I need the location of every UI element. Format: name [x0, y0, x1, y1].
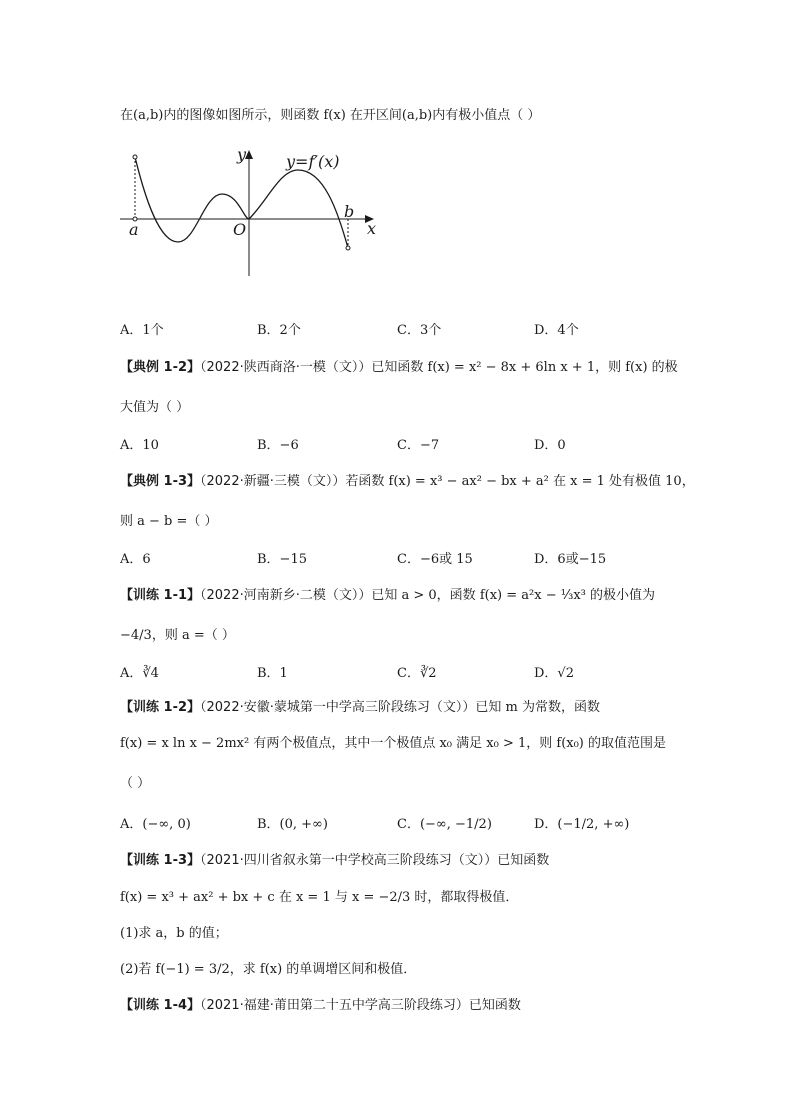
y-axis-arrow — [245, 150, 253, 159]
question-source: （2022·陕西商洛·一模（文）） — [200, 360, 372, 375]
option-a[interactable]: A．10 — [120, 438, 159, 453]
sub-question-1: (1)求 a，b 的值； — [120, 926, 228, 941]
question-text-cont: −4/3，则 a =（ ） — [120, 628, 235, 643]
question-tag: 【典例 1-2】 — [120, 360, 201, 375]
endpoint-b-bottom — [346, 246, 350, 250]
options-q4 — [120, 815, 680, 835]
sub-question-2: (2)若 f(−1) = 3/2，求 f(x) 的单调增区间和极值． — [120, 962, 417, 977]
question-1-2 — [120, 358, 678, 378]
derivative-graph — [118, 142, 380, 282]
option-b[interactable]: B．1 — [257, 666, 288, 681]
question-text: 已知 a > 0，函数 f(x) = a²x − ⅓x³ 的极小值为 — [371, 588, 655, 603]
label-curve: y=f′(x) — [286, 152, 340, 171]
question-train-1-2 — [120, 698, 600, 718]
question-text: 已知函数 — [468, 998, 521, 1013]
question-tag: 【典例 1-3】 — [120, 474, 201, 489]
options-q0 — [120, 321, 680, 341]
option-c[interactable]: C．3个 — [397, 323, 442, 338]
question-tag: 【训练 1-1】 — [120, 588, 201, 603]
option-d[interactable]: D．(−1/2, +∞) — [534, 817, 630, 832]
question-intro: 在(a,b)内的图像如图所示，则函数 f(x) 在开区间(a,b)内有极小值点（ ） — [120, 108, 541, 123]
option-c[interactable]: C．−6或 15 — [397, 552, 473, 567]
question-tag: 【训练 1-4】 — [120, 998, 201, 1013]
question-source: （2022·新疆·三模（文）） — [200, 474, 346, 489]
option-d[interactable]: D．0 — [534, 438, 566, 453]
option-d[interactable]: D．4个 — [534, 323, 579, 338]
question-tag: 【训练 1-2】 — [120, 700, 201, 715]
question-text: 已知 m 为常数，函数 — [475, 700, 600, 715]
question-source: （2021·福建·莆田第二十五中学高三阶段练习） — [200, 998, 469, 1013]
question-text: 若函数 f(x) = x³ − ax² − bx + a² 在 x = 1 处有极值 10， — [345, 474, 695, 489]
question-text-cont: f(x) = x³ + ax² + bx + c 在 x = 1 与 x = −2/3 时，都取得极值． — [120, 890, 519, 905]
option-d[interactable]: D．√2 — [534, 666, 574, 681]
option-a[interactable]: A．6 — [120, 552, 151, 567]
question-text-cont: 则 a − b =（ ） — [120, 514, 218, 529]
question-train-1-4 — [120, 996, 521, 1016]
option-d[interactable]: D．6或−15 — [534, 552, 607, 567]
option-a[interactable]: A．∛4 — [120, 666, 159, 681]
label-origin: O — [233, 220, 247, 239]
question-source: （2021·四川省叙永第一中学校高三阶段练习（文）） — [200, 853, 498, 868]
options-q3 — [120, 664, 680, 684]
label-b: b — [344, 202, 355, 221]
question-1-3 — [120, 472, 695, 492]
question-train-1-3 — [120, 851, 549, 871]
options-q2 — [120, 550, 680, 570]
option-c[interactable]: C．(−∞, −1/2) — [397, 817, 492, 832]
option-b[interactable]: B．(0, +∞) — [257, 817, 328, 832]
question-text-cont: 大值为（ ） — [120, 400, 190, 415]
question-text: 已知函数 f(x) = x² − 8x + 6ln x + 1，则 f(x) 的极 — [371, 360, 678, 375]
option-b[interactable]: B．−6 — [257, 438, 299, 453]
label-x: x — [367, 219, 377, 238]
question-text: 已知函数 — [497, 853, 550, 868]
endpoint-a-top — [133, 155, 137, 159]
question-source: （2022·安徽·蒙城第一中学高三阶段练习（文）） — [200, 700, 476, 715]
question-train-1-1 — [120, 586, 655, 606]
option-a[interactable]: A．(−∞, 0) — [120, 817, 191, 832]
options-q1 — [120, 436, 680, 456]
option-a[interactable]: A．1个 — [120, 323, 164, 338]
question-tag: 【训练 1-3】 — [120, 853, 201, 868]
option-b[interactable]: B．2个 — [257, 323, 301, 338]
question-source: （2022·河南新乡·二模（文）） — [200, 588, 372, 603]
question-text-cont: f(x) = x ln x − 2mx² 有两个极值点，其中一个极值点 x₀ 满足 x₀ > 1，则 f(x₀) 的取值范围是 — [120, 736, 667, 751]
option-b[interactable]: B．−15 — [257, 552, 307, 567]
label-y: y — [237, 145, 247, 164]
option-c[interactable]: C．−7 — [397, 438, 440, 453]
option-c[interactable]: C．∛2 — [397, 666, 437, 681]
question-text-paren: （ ） — [120, 776, 151, 791]
label-a: a — [129, 220, 139, 239]
